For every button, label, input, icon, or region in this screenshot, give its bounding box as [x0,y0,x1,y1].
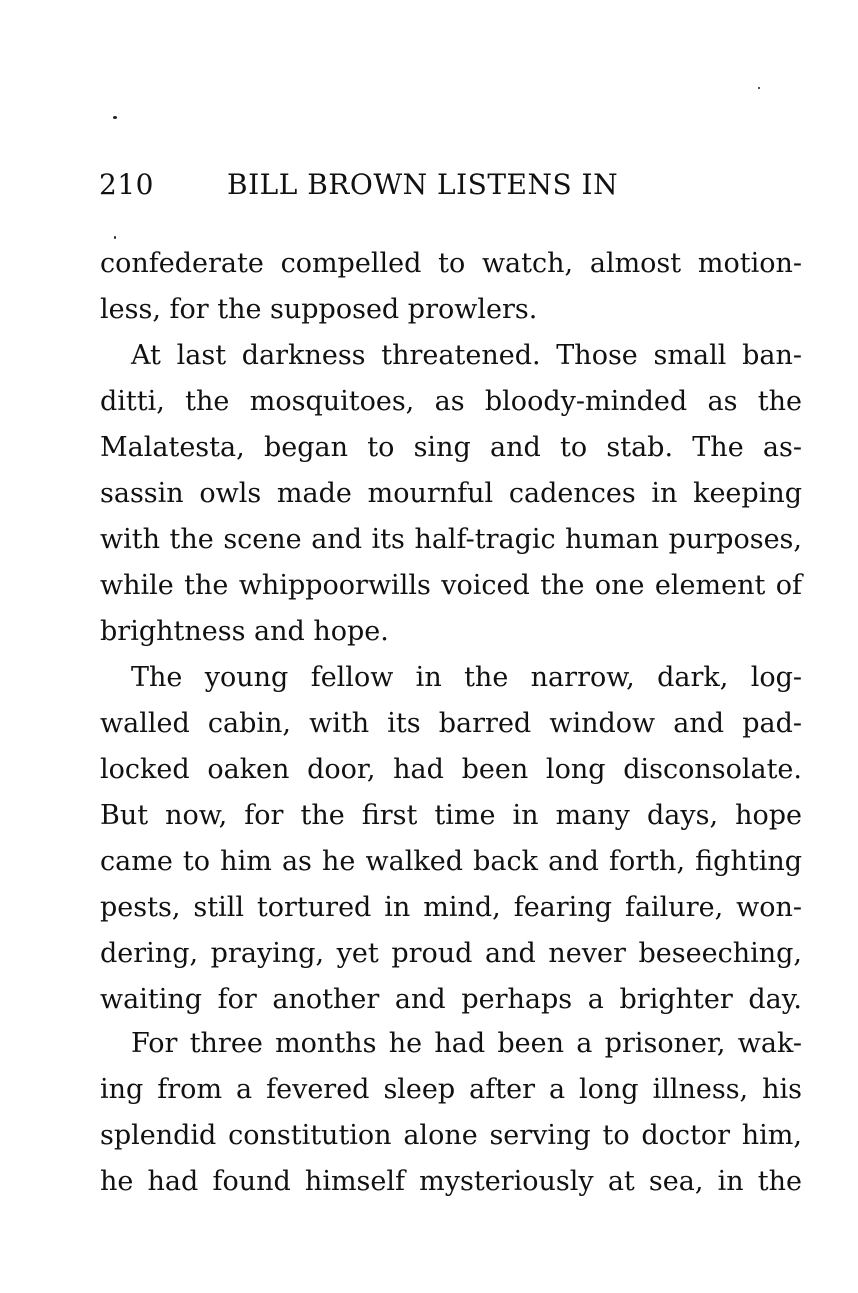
text-line: he had found himself mysteriously at sea, in the [100,1166,802,1197]
text-line: confederate compelled to watch, almost motion- [100,248,802,279]
text-line: At last darkness threatened. Those small ban- [131,340,802,371]
text-line: locked oaken door, had been long disconsolate. [100,754,802,785]
running-title: BILL BROWN LISTENS IN [227,168,619,201]
ink-speck [758,87,760,89]
text-line: came to him as he walked back and forth, fighting [100,846,802,877]
text-line: brightness and hope. [100,616,389,647]
text-line: ing from a fevered sleep after a long illness, his [100,1074,802,1105]
text-line: waiting for another and perhaps a brighter day. [100,984,802,1015]
text-line: For three months he had been a prisoner, wak- [131,1028,802,1059]
text-line: walled cabin, with its barred window and pad- [100,708,802,739]
text-line: sassin owls made mournful cadences in keeping [100,478,802,509]
text-line: ditti, the mosquitoes, as bloody-minded as the [100,386,802,417]
text-line: less, for the supposed prowlers. [100,294,538,325]
text-line: while the whippoorwills voiced the one element of [100,570,802,601]
text-line: The young fellow in the narrow, dark, log- [131,662,802,693]
page-number: 210 [99,168,154,201]
ink-speck [114,236,116,239]
text-line: splendid constitution alone serving to doctor him, [100,1120,802,1151]
text-line: with the scene and its half-tragic human purposes, [100,524,802,555]
ink-speck [113,116,117,119]
text-line: But now, for the first time in many days, hope [100,800,802,831]
page-header [99,168,799,208]
text-line: pests, still tortured in mind, fearing failure, won- [100,892,802,923]
text-line: dering, praying, yet proud and never beseeching, [100,938,802,969]
text-line: Malatesta, began to sing and to stab. The as- [100,432,802,463]
